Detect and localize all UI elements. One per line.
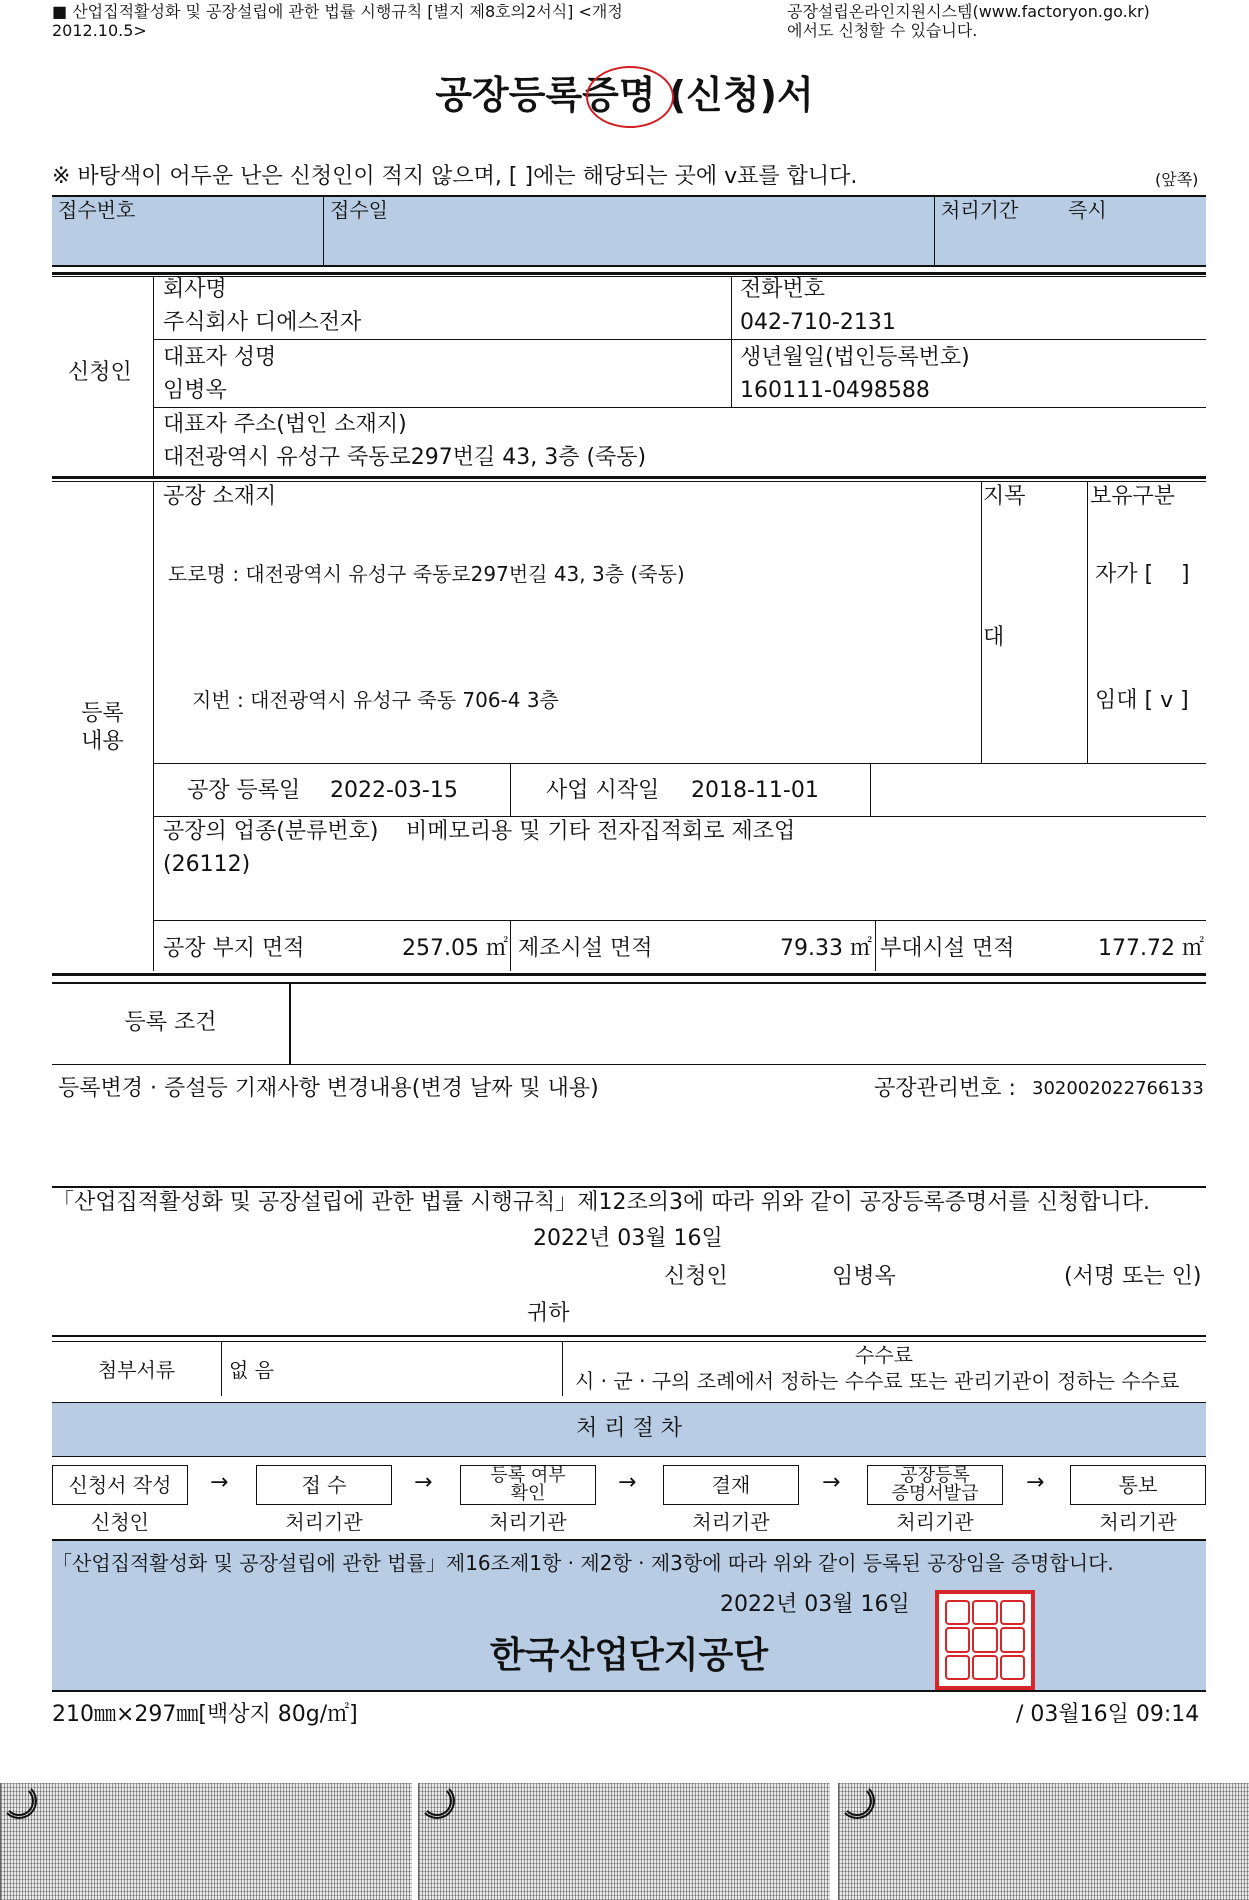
step-arrow: → (618, 1470, 637, 1495)
2d-barcode (838, 1783, 1249, 1900)
addressee: 귀하 (527, 1301, 570, 1326)
land-category-value: 대 (983, 625, 1005, 650)
mfg-area-value: 79.33 ㎡ (780, 936, 872, 961)
print-timestamp: / 03월16일 09:14 (1016, 1702, 1200, 1727)
certification-text: 「산업집적활성화 및 공장설립에 관한 법률」제16조제1항 · 제2항 · 제3항에 따라 위와 같이 등록된 공장임을 증명합니다. (52, 1551, 1114, 1575)
title-circle-mark (586, 66, 674, 128)
industry-code: (26112) (163, 852, 251, 877)
applicant-sign-name: 임병옥 (832, 1264, 896, 1289)
step-box-issuance: 공장등록 증명서발급 (867, 1465, 1003, 1505)
attachments-label: 첨부서류 (97, 1358, 176, 1382)
site-area-label: 공장 부지 면적 (163, 936, 305, 961)
receipt-number-label: 접수번호 (58, 198, 136, 222)
aux-area-value: 177.72 ㎡ (1098, 936, 1204, 961)
phone-value: 042-710-2131 (740, 310, 896, 335)
2d-barcode (418, 1783, 830, 1900)
applicant-section-label: 신청인 (68, 360, 132, 385)
application-date: 2022년 03월 16일 (533, 1226, 723, 1251)
business-start-value: 2018-11-01 (691, 778, 819, 803)
applicant-sign-label: 신청인 (664, 1264, 728, 1289)
factory-mgmt-number: 302002022766133 (1032, 1078, 1204, 1099)
step-arrow: → (822, 1470, 841, 1495)
registration-conditions-label: 등록 조건 (124, 1010, 217, 1035)
step-box-review: 등록 여부 확인 (460, 1465, 596, 1505)
birth-date-value: 160111-0498588 (740, 378, 930, 403)
ownership-own-option: 자가 [ ] (1095, 562, 1190, 587)
company-name-value: 주식회사 디에스전자 (163, 310, 362, 335)
registration-date-label: 공장 등록일 (187, 778, 301, 803)
industry-label: 공장의 업종(분류번호) (163, 819, 379, 844)
company-name-label: 회사명 (163, 277, 227, 302)
signature-note: (서명 또는 인) (1064, 1264, 1202, 1289)
step-box-approval: 결재 (663, 1465, 799, 1505)
step-actor: 처리기관 (489, 1510, 567, 1534)
processing-period-label: 처리기간 (941, 198, 1019, 222)
rep-address-label: 대표자 주소(법인 소재지) (163, 412, 407, 437)
step-box-application: 신청서 작성 (52, 1465, 188, 1505)
step-box-notification: 통보 (1070, 1465, 1206, 1505)
registration-section-label: 등록 내용 (81, 701, 124, 754)
attachments-value: 없 음 (229, 1358, 274, 1382)
2d-barcode (0, 1783, 412, 1900)
certification-date: 2022년 03월 16일 (720, 1592, 910, 1617)
online-notice: 공장설립온라인지원시스템(www.factoryon.go.kr) 에서도 신청할 수 있습니다. (787, 2, 1150, 40)
processing-period-value: 즉시 (1068, 198, 1107, 222)
rep-address-value: 대전광역시 유성구 죽동로297번길 43, 3층 (죽동) (163, 445, 647, 470)
step-arrow: → (1026, 1470, 1045, 1495)
instruction-note: ※ 바탕색이 어두운 난은 신청인이 적지 않으며, [ ]에는 해당되는 곳에 v표를 합니다. (52, 164, 858, 189)
fee-value: 시 · 군 · 구의 조례에서 정하는 수수료 또는 관리기관이 정하는 수수료 (575, 1369, 1180, 1393)
aux-area-label: 부대시설 면적 (880, 936, 1015, 961)
step-arrow: → (414, 1470, 433, 1495)
step-actor: 신청인 (91, 1510, 149, 1534)
page-side-label: (앞쪽) (1155, 170, 1199, 189)
legal-reference: ■ 산업집적활성화 및 공장설립에 관한 법률 시행규칙 [별지 제8호의2서식] <개정 2012.10.5> (52, 2, 623, 40)
step-actor: 처리기관 (285, 1510, 363, 1534)
step-actor: 처리기관 (692, 1510, 770, 1534)
official-seal (935, 1590, 1035, 1690)
declaration-text: 「산업집적활성화 및 공장설립에 관한 법률 시행규칙」제12조의3에 따라 위와 같이 공장등록증명서를 신청합니다. (52, 1190, 1151, 1215)
phone-label: 전화번호 (740, 277, 826, 302)
lot-address: 지번 : 대전광역시 유성구 죽동 706-4 3층 (192, 688, 559, 712)
step-actor: 처리기관 (1099, 1510, 1177, 1534)
industry-value: 비메모리용 및 기타 전자집적회로 제조업 (406, 819, 796, 844)
paper-spec: 210㎜×297㎜[백상지 80g/㎡] (52, 1702, 358, 1727)
site-area-value: 257.05 ㎡ (402, 936, 508, 961)
step-box-receipt: 접 수 (256, 1465, 392, 1505)
registration-date-value: 2022-03-15 (330, 778, 458, 803)
step-actor: 처리기관 (896, 1510, 974, 1534)
fee-label: 수수료 (855, 1343, 913, 1367)
ownership-rent-option: 임대 [ v ] (1095, 688, 1189, 713)
representative-label: 대표자 성명 (163, 345, 277, 370)
representative-value: 임병옥 (163, 378, 227, 403)
birth-date-label: 생년월일(법인등록번호) (740, 345, 970, 370)
receipt-date-label: 접수일 (330, 198, 388, 222)
mfg-area-label: 제조시설 면적 (518, 936, 653, 961)
factory-location-label: 공장 소재지 (163, 484, 277, 509)
road-address: 도로명 : 대전광역시 유성구 죽동로297번길 43, 3층 (죽동) (168, 562, 685, 586)
change-history-label: 등록변경 · 증설등 기재사항 변경내용(변경 날짜 및 내용) (58, 1076, 599, 1101)
factory-mgmt-label: 공장관리번호 : (874, 1076, 1016, 1101)
step-arrow: → (210, 1470, 229, 1495)
procedure-title: 처 리 절 차 (576, 1416, 682, 1441)
issuer-name: 한국산업단지공단 (489, 1635, 769, 1676)
document-title: 공장등록증명 (신청)서 (435, 73, 814, 117)
land-category-label: 지목 (983, 484, 1026, 509)
receipt-row (52, 196, 1206, 266)
business-start-label: 사업 시작일 (546, 778, 660, 803)
ownership-label: 보유구분 (1090, 484, 1176, 509)
